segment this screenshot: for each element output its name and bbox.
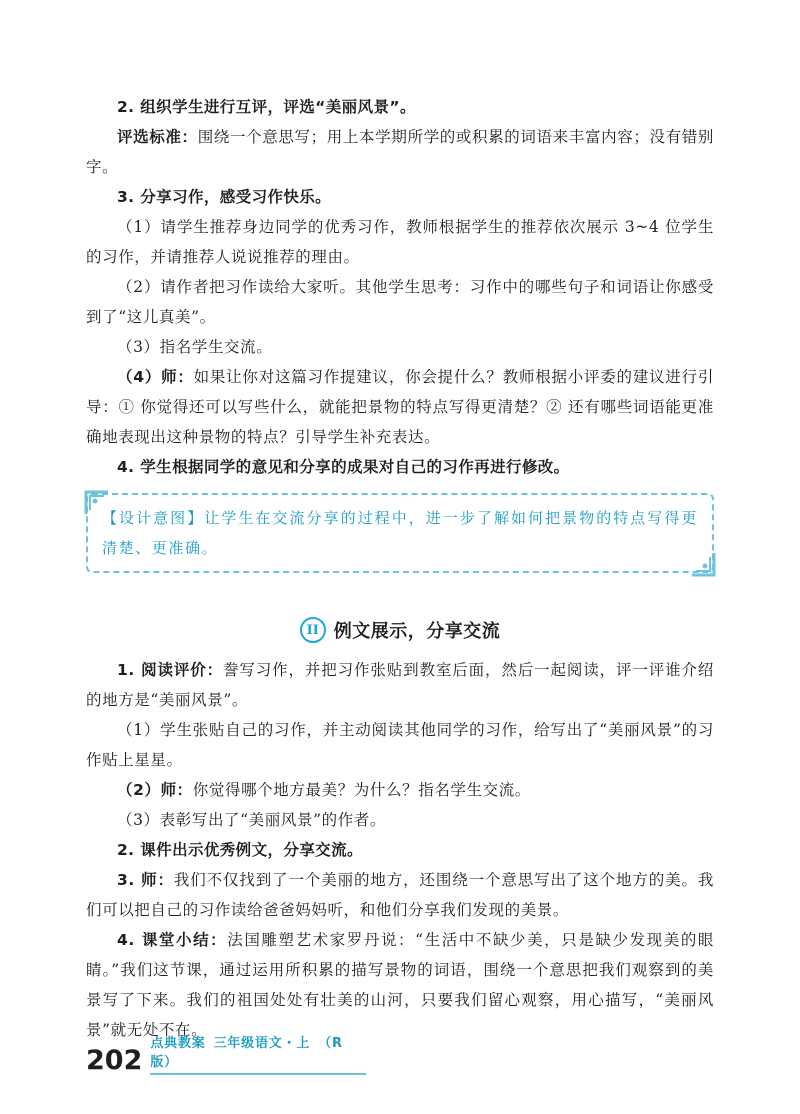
design-intent-tag: 【设计意图】 [102,509,205,527]
page-footer [86,1032,366,1075]
paragraph [86,775,714,805]
paragraph-text: （1）学生张贴自己的习作，并主动阅读其他同学的习作，给写出了“美丽风景”的习作贴上星星。 [86,721,714,769]
paragraph [86,805,714,835]
paragraph [86,212,714,272]
paragraph-lead: 1. 阅读评价： [117,661,224,679]
paragraph [86,715,714,775]
paragraph [86,362,714,452]
paragraph [86,182,714,212]
paragraph [86,835,714,865]
paragraph-lead: 4. 课堂小结： [117,931,228,949]
paragraph-text: （2）请作者把习作读给大家听。其他学生思考：习作中的哪些句子和词语让你感受到了“这儿真美”。 [86,278,714,326]
corner-ornament-icon [690,551,716,577]
paragraph-lead: （4）师： [117,368,194,386]
paragraph [86,122,714,182]
paragraph-heading: 4. 学生根据同学的意见和分享的成果对自己的习作再进行修改。 [117,458,570,476]
paragraph-text: 誊写习作，并把习作张贴到教室后面，然后一起阅读，评一评谁介绍的地方是“美丽风景”。 [86,661,714,709]
paragraph-text: 法国雕塑艺术家罗丹说：“生活中不缺少美，只是缺少发现美的眼睛。”我们这节课，通过运用所积累的描写景物的词语，围绕一个意思把我们观察到的美景写了下来。我们的祖国处处有壮美的山河，只要我们留心观察，用心描写，“美丽风景”就无处不在。 [86,931,714,1039]
book-grade: 三年级语文・上 [213,1036,311,1051]
paragraph-heading: 2. 组织学生进行互评，评选“美丽风景”。 [117,98,416,116]
paragraph-lead: （2）师： [117,781,193,799]
paragraphs-top [86,92,714,482]
page-content [86,92,714,1045]
paragraph [86,332,714,362]
section-heading: 例文展示，分享交流 [333,621,501,642]
design-intent-box [86,493,714,573]
page-number: 202 [86,1045,143,1076]
paragraph-text: （3）表彰写出了“美丽风景”的作者。 [117,811,387,829]
paragraph-lead: 3. 师： [117,871,174,889]
paragraphs-bottom [86,655,714,1045]
corner-ornament-icon [84,490,110,516]
section-title [86,613,714,647]
design-intent-text: 让学生在交流分享的过程中，进一步了解如何把景物的特点写得更清楚、更准确。 [102,509,698,557]
paragraph-text: 你觉得哪个地方最美？为什么？指名学生交流。 [192,781,531,799]
book-edition: （R 版） [150,1036,343,1070]
paragraph-text: 我们不仅找到了一个美丽的地方，还围绕一个意思写出了这个地方的美。我们可以把自己的习作读给爸爸妈妈听，和他们分享我们发现的美景。 [86,871,714,919]
paragraph [86,272,714,332]
paragraph-text: （3）指名学生交流。 [117,338,273,356]
paragraph-text: 围绕一个意思写；用上本学期所学的或积累的词语来丰富内容；没有错别字。 [86,128,714,176]
paragraph-lead: 评选标准： [117,128,198,146]
paragraph [86,452,714,482]
paragraph-text: 如果让你对这篇习作提建议，你会提什么？教师根据小评委的建议进行引导：① 你觉得还可以写些什么，就能把景物的特点写得更清楚？② 还有哪些词语能更准确地表现出这种景物的特点？引导学生补充表达。 [86,368,714,446]
paragraph-heading: 3. 分享习作，感受习作快乐。 [117,188,332,206]
paragraph [86,925,714,1045]
paragraph [86,865,714,925]
paragraph [86,92,714,122]
book-info [150,1032,366,1075]
paragraph [86,655,714,715]
paragraph-heading: 2. 课件出示优秀例文，分享交流。 [117,841,363,859]
book-name: 点典教案 [150,1036,206,1051]
section-numeral-icon: II [300,617,326,643]
paragraph-text: （1）请学生推荐身边同学的优秀习作，教师根据学生的推荐依次展示 3~4 位学生的习作，并请推荐人说说推荐的理由。 [86,218,715,266]
